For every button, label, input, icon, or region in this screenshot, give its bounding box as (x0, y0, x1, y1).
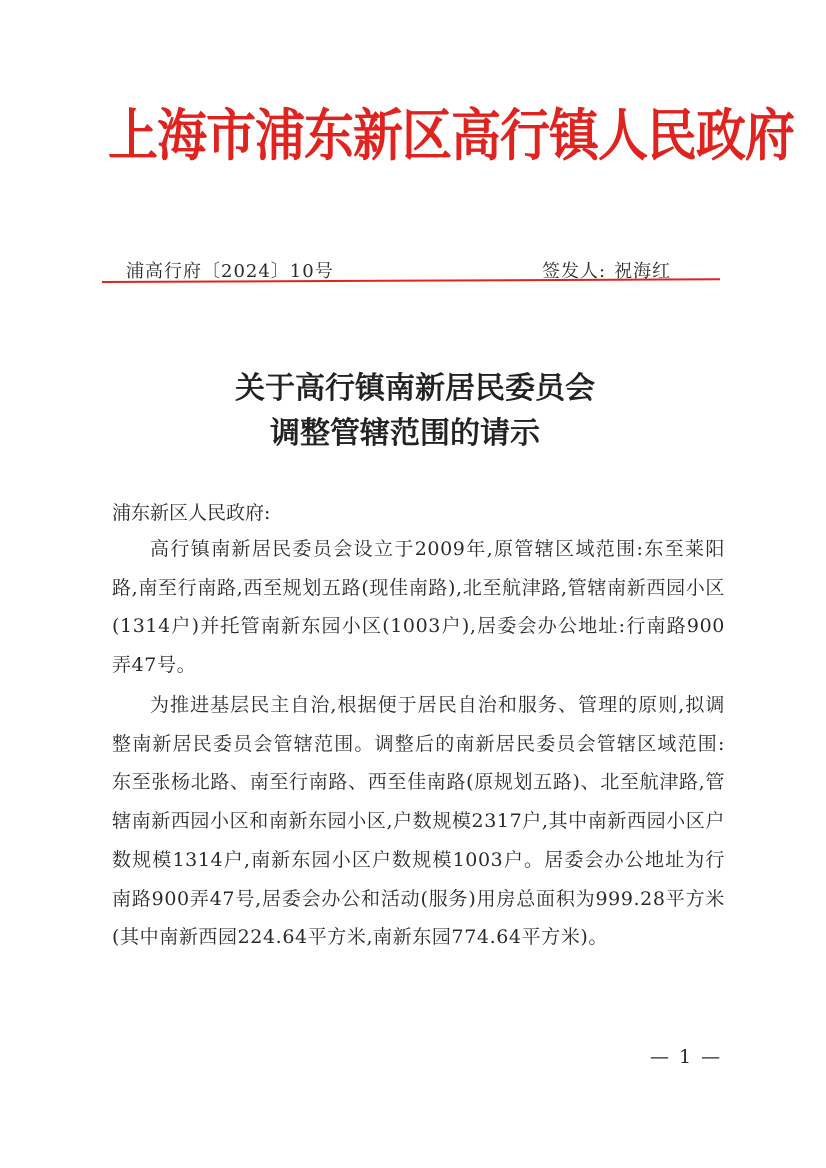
document-title-line-1: 关于高行镇南新居民委员会 (235, 371, 595, 406)
issuing-authority-header: 上海市浦东新区高行镇人民政府 (108, 102, 794, 169)
body-paragraph-1: 高行镇南新居民委员会设立于2009年,原管辖区域范围:东至莱阳路,南至行南路,西至规划五路(现佳南路),北至航津路,管辖南新西园小区(1314户)并托管南新东园小区(1003户),居委会办公地址:行南路900弄47号。 (112, 538, 725, 677)
document-number: 浦高行府〔2024〕10号 (126, 261, 334, 282)
page-number: — 1 — (650, 1046, 723, 1068)
signer-label: 签发人: (542, 261, 607, 282)
body-paragraph-2: 为推进基层民主自治,根据便于居民自治和服务、管理的原则,拟调整南新居民委员会管辖范围。调整后的南新居民委员会管辖区域范围:东至张杨北路、南至行南路、西至佳南路(原规划五路)、北至航津路,管辖南新西园小区和南新东园小区,户数规模2317户,其中南新西园小区户数规模1314户,南新东园小区户数规模1003户。居委会办公地址为行南路900弄47号,居委会办公和活动(服务)用房总面积为999.28平方米(其中南新西园224.64平方米,南新东园774.64平方米)。 (112, 694, 725, 949)
document-title-line-2: 调整管辖范围的请示 (270, 416, 540, 451)
recipient-salutation: 浦东新区人民政府: (112, 502, 271, 524)
signer-name: 祝海红 (614, 261, 672, 282)
